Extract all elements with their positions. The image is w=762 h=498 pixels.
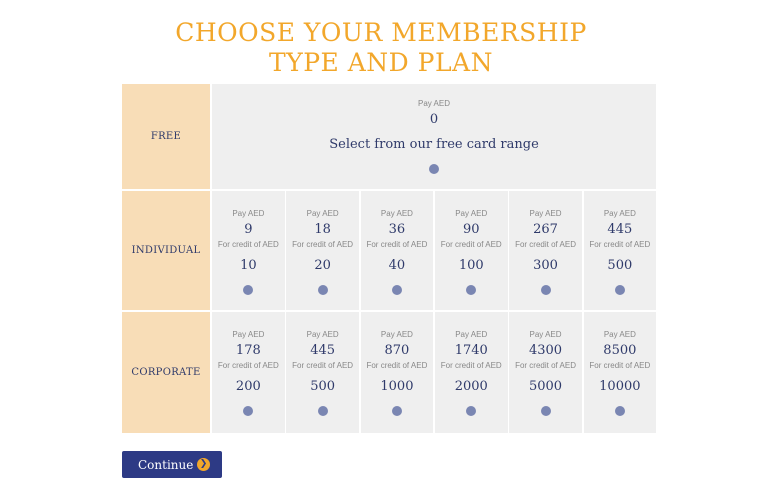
free-row — [122, 84, 656, 189]
corporate-plan-cell — [584, 312, 657, 433]
corporate-plan-radio[interactable] — [243, 406, 253, 416]
corporate-plan-radio[interactable] — [318, 406, 328, 416]
credit-value: 500 — [310, 379, 336, 394]
pay-value: 178 — [235, 343, 261, 358]
pay-label: Pay AED — [232, 209, 265, 218]
credit-label: For credit of AED — [292, 361, 354, 370]
membership-grid — [122, 84, 656, 433]
corporate-row — [122, 312, 656, 433]
credit-label: For credit of AED — [217, 361, 279, 370]
individual-row-label: INDIVIDUAL — [122, 191, 210, 310]
pay-label: Pay AED — [232, 330, 265, 339]
free-row-label: FREE — [122, 84, 210, 189]
pay-value: 267 — [533, 222, 558, 237]
corporate-plan-cell — [212, 312, 285, 433]
pay-value: 1740 — [454, 343, 488, 358]
individual-plan-radio[interactable] — [541, 285, 551, 295]
credit-label: For credit of AED — [217, 240, 279, 249]
corporate-plan-radio[interactable] — [541, 406, 551, 416]
credit-value: 100 — [458, 258, 484, 273]
title-line-2: TYPE AND PLAN — [269, 48, 493, 77]
credit-value: 10000 — [599, 379, 641, 394]
credit-label: For credit of AED — [440, 240, 502, 249]
individual-plan-cell — [584, 191, 657, 310]
corporate-plan-cell — [361, 312, 434, 433]
credit-value: 10 — [240, 258, 257, 273]
corporate-plan-cell — [509, 312, 582, 433]
individual-plan-radio[interactable] — [615, 285, 625, 295]
corporate-plan-radio[interactable] — [392, 406, 402, 416]
individual-row — [122, 191, 656, 310]
pay-value: 90 — [462, 222, 480, 237]
title-line-1: CHOOSE YOUR MEMBERSHIP — [175, 18, 587, 47]
pay-label: Pay AED — [529, 209, 562, 218]
continue-button[interactable] — [122, 451, 222, 478]
credit-value: 20 — [314, 258, 331, 273]
credit-label: For credit of AED — [366, 240, 428, 249]
credit-value: 200 — [235, 379, 261, 394]
credit-label: For credit of AED — [515, 361, 576, 370]
individual-plan-cell — [286, 191, 359, 310]
credit-value: 40 — [388, 258, 406, 273]
credit-value: 1000 — [380, 379, 414, 394]
individual-plan-cell — [212, 191, 285, 310]
corporate-plan-radio[interactable] — [615, 406, 625, 416]
individual-plan-cell — [509, 191, 582, 310]
individual-plan-cell — [435, 191, 508, 310]
continue-label: Continue — [138, 457, 194, 472]
credit-value: 5000 — [528, 379, 563, 394]
pay-label: Pay AED — [380, 330, 413, 339]
pay-value: 4300 — [528, 343, 563, 358]
credit-value: 500 — [607, 258, 633, 273]
arrow-right-icon: ❯ — [197, 458, 210, 471]
credit-value: 300 — [533, 258, 558, 273]
individual-plan-radio[interactable] — [318, 285, 328, 295]
page-title — [0, 18, 762, 78]
free-cell — [212, 84, 656, 189]
pay-value: 18 — [314, 222, 331, 237]
pay-label: Pay AED — [603, 209, 636, 218]
corporate-row-label: CORPORATE — [122, 312, 210, 433]
credit-label: For credit of AED — [292, 240, 354, 249]
credit-label: For credit of AED — [515, 240, 576, 249]
corporate-plan-radio[interactable] — [466, 406, 476, 416]
free-card-text: Select from our free card range — [329, 137, 539, 152]
pay-label: Pay AED — [603, 330, 636, 339]
pay-value: 445 — [310, 343, 336, 358]
pay-label: Pay AED — [455, 209, 488, 218]
individual-plan-radio[interactable] — [243, 285, 253, 295]
pay-value: 8500 — [603, 343, 637, 358]
pay-value: 36 — [388, 222, 406, 237]
individual-plan-cell — [361, 191, 434, 310]
individual-plan-radio[interactable] — [392, 285, 402, 295]
credit-label: For credit of AED — [589, 361, 651, 370]
pay-label: Pay AED — [380, 209, 413, 218]
credit-label: For credit of AED — [366, 361, 428, 370]
pay-value: 9 — [244, 222, 253, 237]
corporate-plan-cell — [286, 312, 359, 433]
credit-label: For credit of AED — [440, 361, 502, 370]
pay-label: Pay AED — [529, 330, 562, 339]
free-plan-radio[interactable] — [429, 164, 439, 174]
corporate-plan-cell — [435, 312, 508, 433]
pay-value: 870 — [384, 343, 410, 358]
credit-label: For credit of AED — [589, 240, 651, 249]
pay-label: Pay AED — [306, 330, 339, 339]
credit-value: 2000 — [454, 379, 488, 394]
pay-value: 445 — [607, 222, 633, 237]
pay-label: Pay AED — [417, 99, 450, 108]
pay-label: Pay AED — [306, 209, 339, 218]
individual-plan-radio[interactable] — [466, 285, 476, 295]
pay-label: Pay AED — [455, 330, 488, 339]
pay-value: 0 — [429, 112, 439, 127]
